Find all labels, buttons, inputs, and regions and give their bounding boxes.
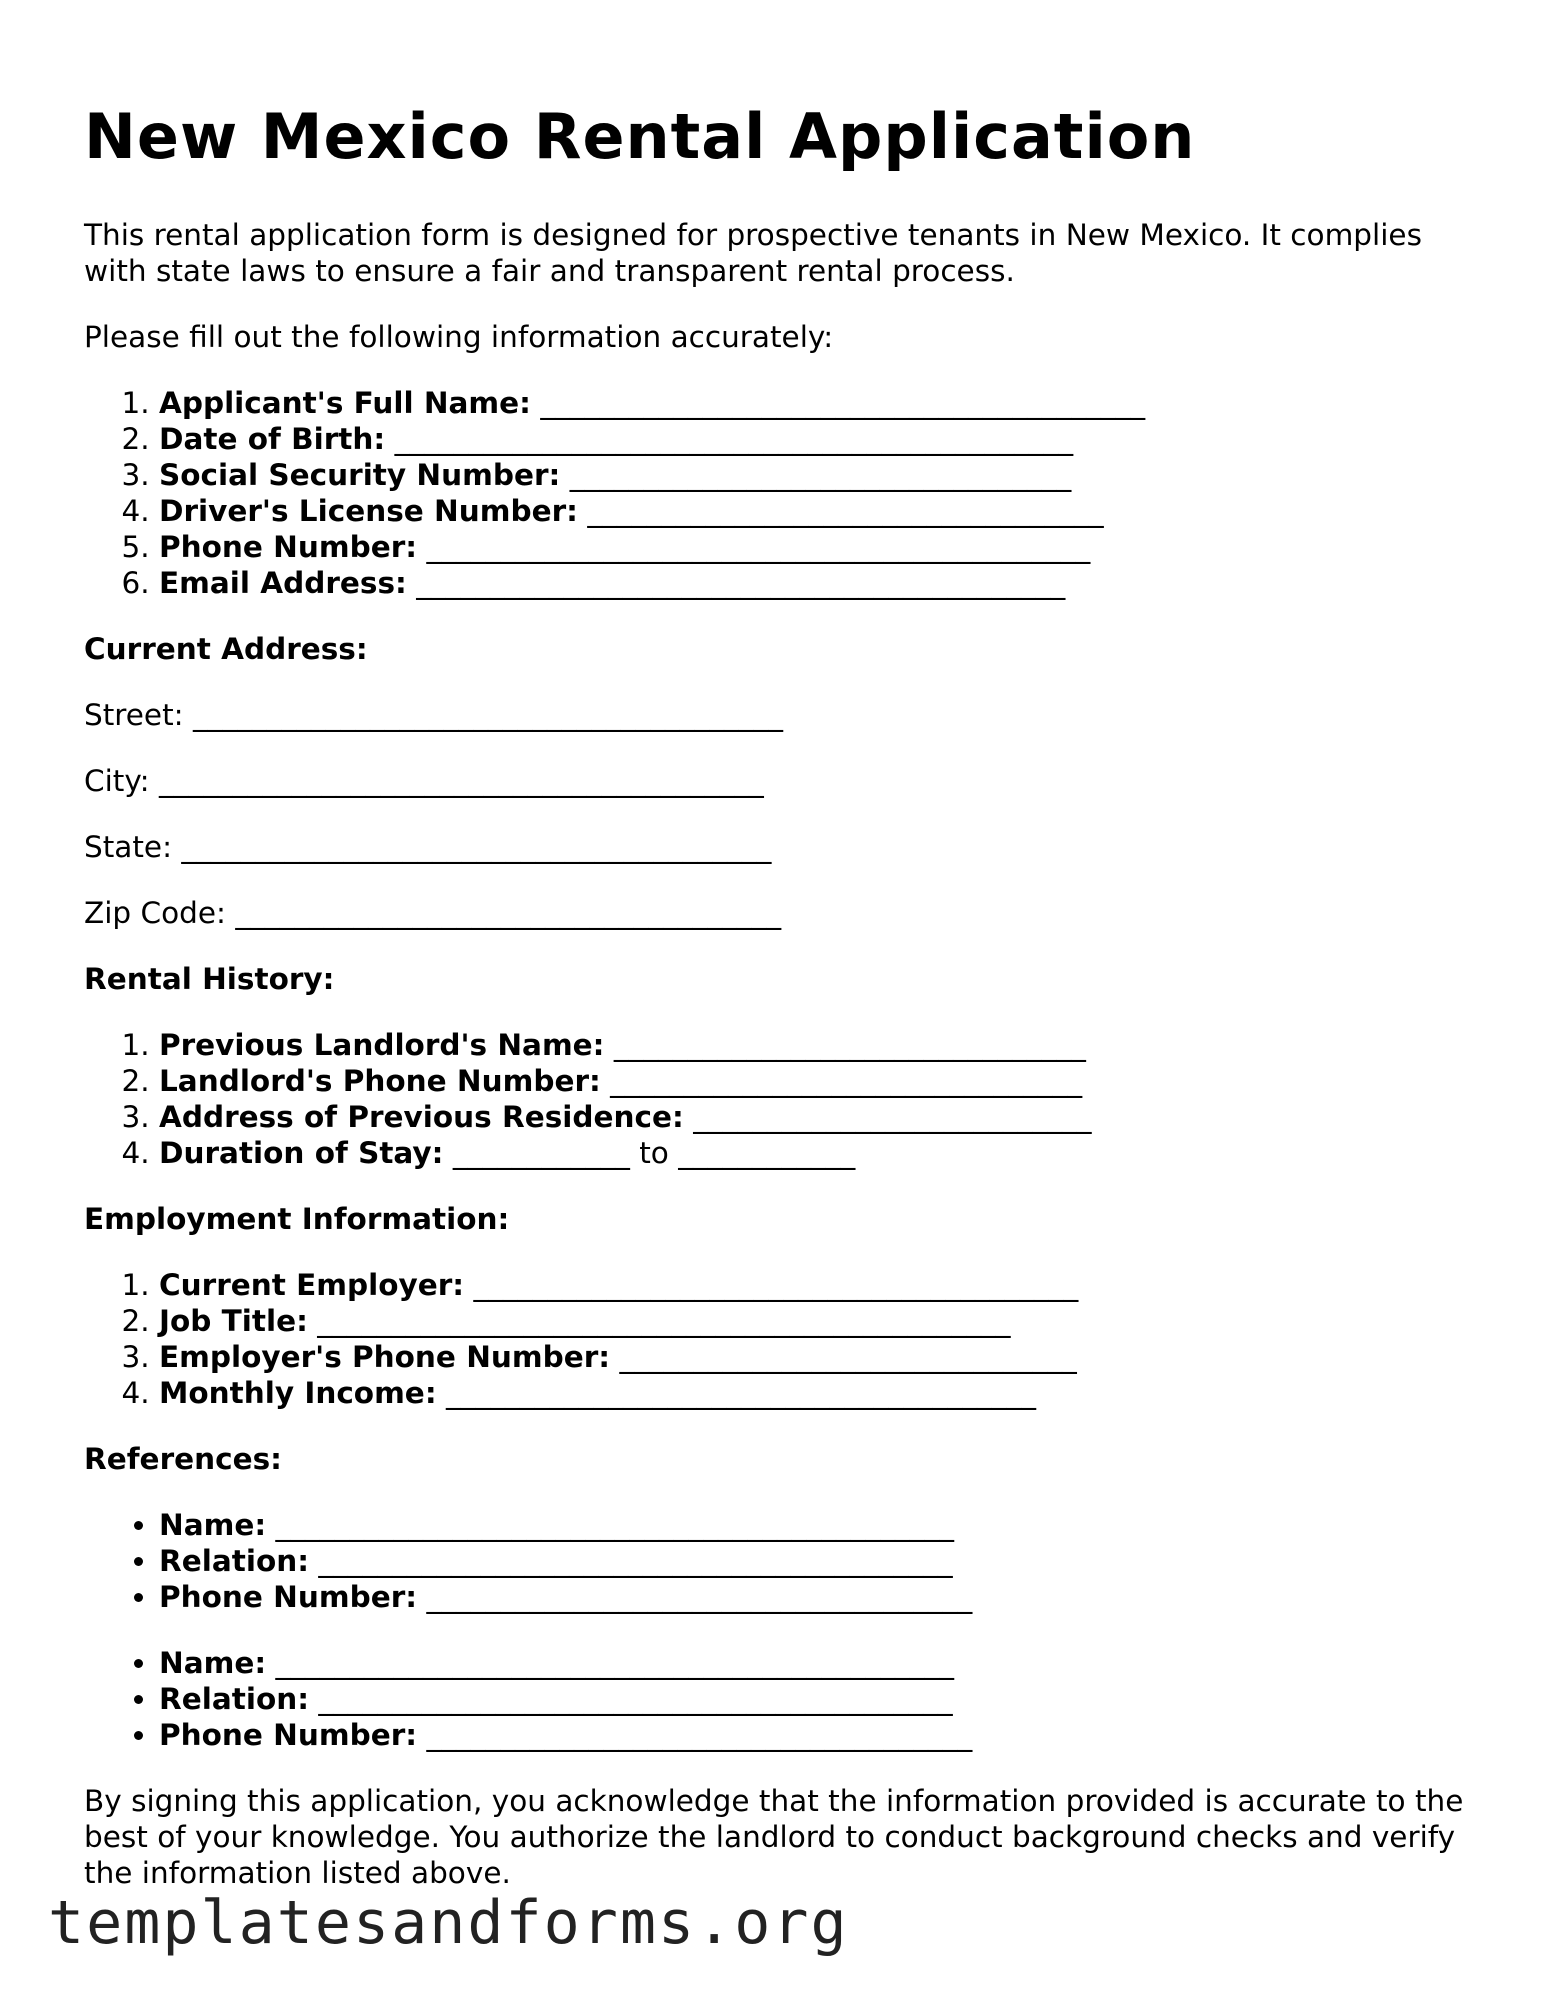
- list-item: [159, 1375, 1464, 1411]
- list-item: [159, 529, 1464, 565]
- list-item: [159, 1063, 1464, 1099]
- fill-in-blank[interactable]: _____________________________________: [417, 1580, 973, 1615]
- fill-in-blank[interactable]: ____________ to ____________: [443, 1136, 856, 1171]
- list-item: [159, 385, 1464, 421]
- field-label: Address of Previous Residence:: [159, 1100, 684, 1135]
- employment-list: [84, 1267, 1464, 1411]
- field-label: Previous Landlord's Name:: [159, 1028, 605, 1063]
- field-label: Relation:: [159, 1682, 310, 1717]
- fill-in-blank[interactable]: ___________________________: [683, 1100, 1092, 1135]
- current-address-heading: Current Address:: [84, 632, 368, 667]
- field-label: Relation:: [159, 1544, 310, 1579]
- fill-in-blank[interactable]: _________________________________________: [530, 386, 1146, 421]
- list-item: [159, 1507, 1464, 1543]
- fill-in-blank[interactable]: ______________________________________________: [266, 1508, 955, 1543]
- field-label: Driver's License Number:: [159, 494, 578, 529]
- fill-in-blank[interactable]: ______________________________________________: [266, 1646, 955, 1681]
- fill-in-blank[interactable]: _____________________________________________: [417, 530, 1091, 565]
- list-item: [159, 1099, 1464, 1135]
- field-label: Social Security Number:: [159, 458, 561, 493]
- references-heading: References:: [84, 1442, 282, 1477]
- fill-in-blank[interactable]: ________________________________: [600, 1064, 1083, 1099]
- city-field[interactable]: City: _________________________________________: [84, 764, 764, 799]
- list-item: [159, 565, 1464, 601]
- fill-in-blank[interactable]: ___________________________________________: [309, 1682, 953, 1717]
- list-item: [159, 1717, 1464, 1753]
- rental-history-heading: Rental History:: [84, 962, 335, 997]
- list-item: [159, 1543, 1464, 1579]
- field-label: Duration of Stay:: [159, 1136, 444, 1171]
- list-item: [159, 1645, 1464, 1681]
- field-label: Job Title:: [159, 1304, 308, 1339]
- list-item: [159, 493, 1464, 529]
- fill-in-blank[interactable]: _______________________________________________: [307, 1304, 1011, 1339]
- page-title: New Mexico Rental Application: [84, 100, 1196, 173]
- list-item: [159, 421, 1464, 457]
- list-item: [159, 1135, 1464, 1171]
- field-label: Landlord's Phone Number:: [159, 1064, 601, 1099]
- list-item: [159, 457, 1464, 493]
- reference-list-1: [84, 1507, 1464, 1615]
- document-page: [84, 100, 1464, 1891]
- list-item: [159, 1339, 1464, 1375]
- fill-in-blank[interactable]: _____________________________________: [417, 1718, 973, 1753]
- field-label: Date of Birth:: [159, 422, 386, 457]
- fill-in-blank[interactable]: ___________________________________________: [309, 1544, 953, 1579]
- zip-code-field[interactable]: Zip Code: _____________________________________: [84, 896, 782, 931]
- employment-heading: Employment Information:: [84, 1202, 510, 1237]
- list-item: [159, 1027, 1464, 1063]
- fill-in-blank[interactable]: _______________________________: [610, 1340, 1077, 1375]
- list-item: [159, 1579, 1464, 1615]
- field-label: Monthly Income:: [159, 1376, 437, 1411]
- rental-history-list: [84, 1027, 1464, 1171]
- field-label: Current Employer:: [159, 1268, 465, 1303]
- fill-in-blank[interactable]: _________________________________________: [464, 1268, 1079, 1303]
- field-label: Phone Number:: [159, 530, 418, 565]
- list-item: [159, 1681, 1464, 1717]
- state-field[interactable]: State: ________________________________________: [84, 830, 772, 865]
- closing-paragraph: By signing this application, you acknowledge that the information provided is accurate to the best of your knowledge. You authorize the landlord to conduct background checks and verify the information listed above.: [84, 1784, 1464, 1891]
- fill-in-blank[interactable]: ________________________________________: [436, 1376, 1037, 1411]
- fill-in-blank[interactable]: ___________________________________: [577, 494, 1104, 529]
- street-field[interactable]: Street: ________________________________________: [84, 698, 783, 733]
- fill-in-blank[interactable]: __________________________________: [560, 458, 1072, 493]
- fill-in-blank[interactable]: ________________________________: [604, 1028, 1086, 1063]
- applicant-info-list: [84, 385, 1464, 601]
- field-label: Phone Number:: [159, 1718, 418, 1753]
- field-label: Email Address:: [159, 566, 407, 601]
- field-label: Name:: [159, 1646, 267, 1681]
- watermark: templatesandforms.org: [48, 1888, 849, 1958]
- field-label: Phone Number:: [159, 1580, 418, 1615]
- field-label: Applicant's Full Name:: [159, 386, 531, 421]
- intro-paragraph: This rental application form is designed for prospective tenants in New Mexico. It complies with state laws to ensure a fair and transparent rental process.: [84, 218, 1422, 289]
- instruction-text: Please fill out the following information accurately:: [84, 320, 834, 355]
- list-item: [159, 1267, 1464, 1303]
- field-label: Name:: [159, 1508, 267, 1543]
- fill-in-blank[interactable]: ______________________________________________: [385, 422, 1074, 457]
- reference-list-2: [84, 1645, 1464, 1753]
- field-label: Employer's Phone Number:: [159, 1340, 611, 1375]
- list-item: [159, 1303, 1464, 1339]
- fill-in-blank[interactable]: ____________________________________________: [406, 566, 1066, 601]
